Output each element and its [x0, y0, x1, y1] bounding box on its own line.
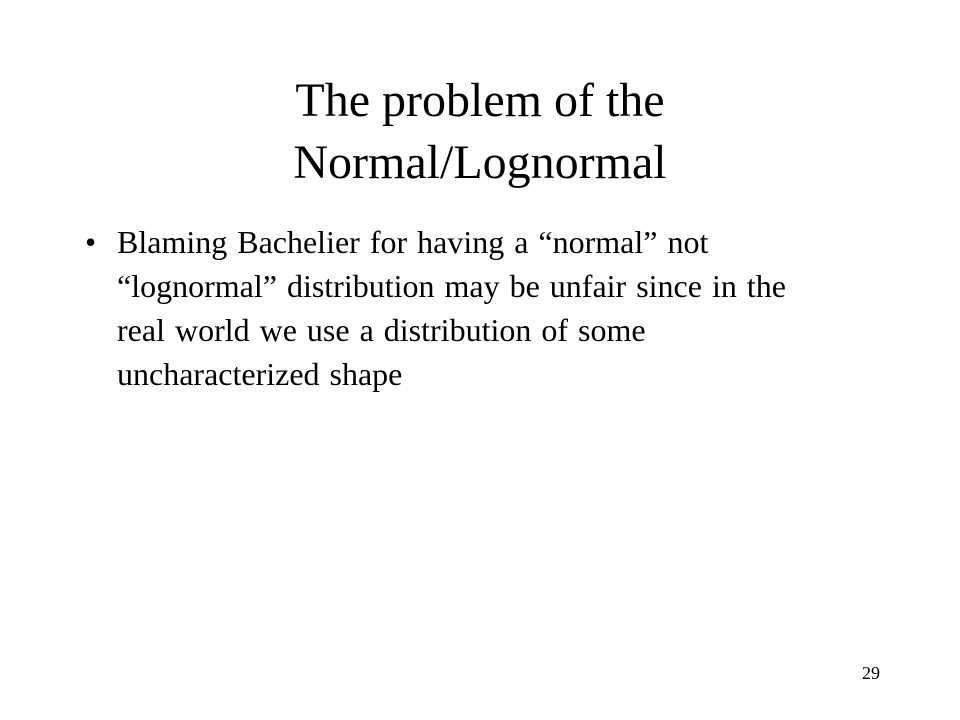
bullet-text: Blaming Bachelier for having a “normal” not “lognormal” distribution may be unfair since in the real world we use a distribution of some uncharacterized shape — [117, 224, 786, 392]
bullet-list — [80, 220, 840, 396]
bullet-item — [80, 220, 840, 396]
bullet-icon: • — [85, 224, 97, 260]
page-number: 29 — [862, 663, 880, 683]
slide-title — [80, 70, 880, 194]
slide-title-line-2: Normal/Lognormal — [293, 136, 667, 189]
slide-title-line-1: The problem of the — [295, 74, 665, 127]
